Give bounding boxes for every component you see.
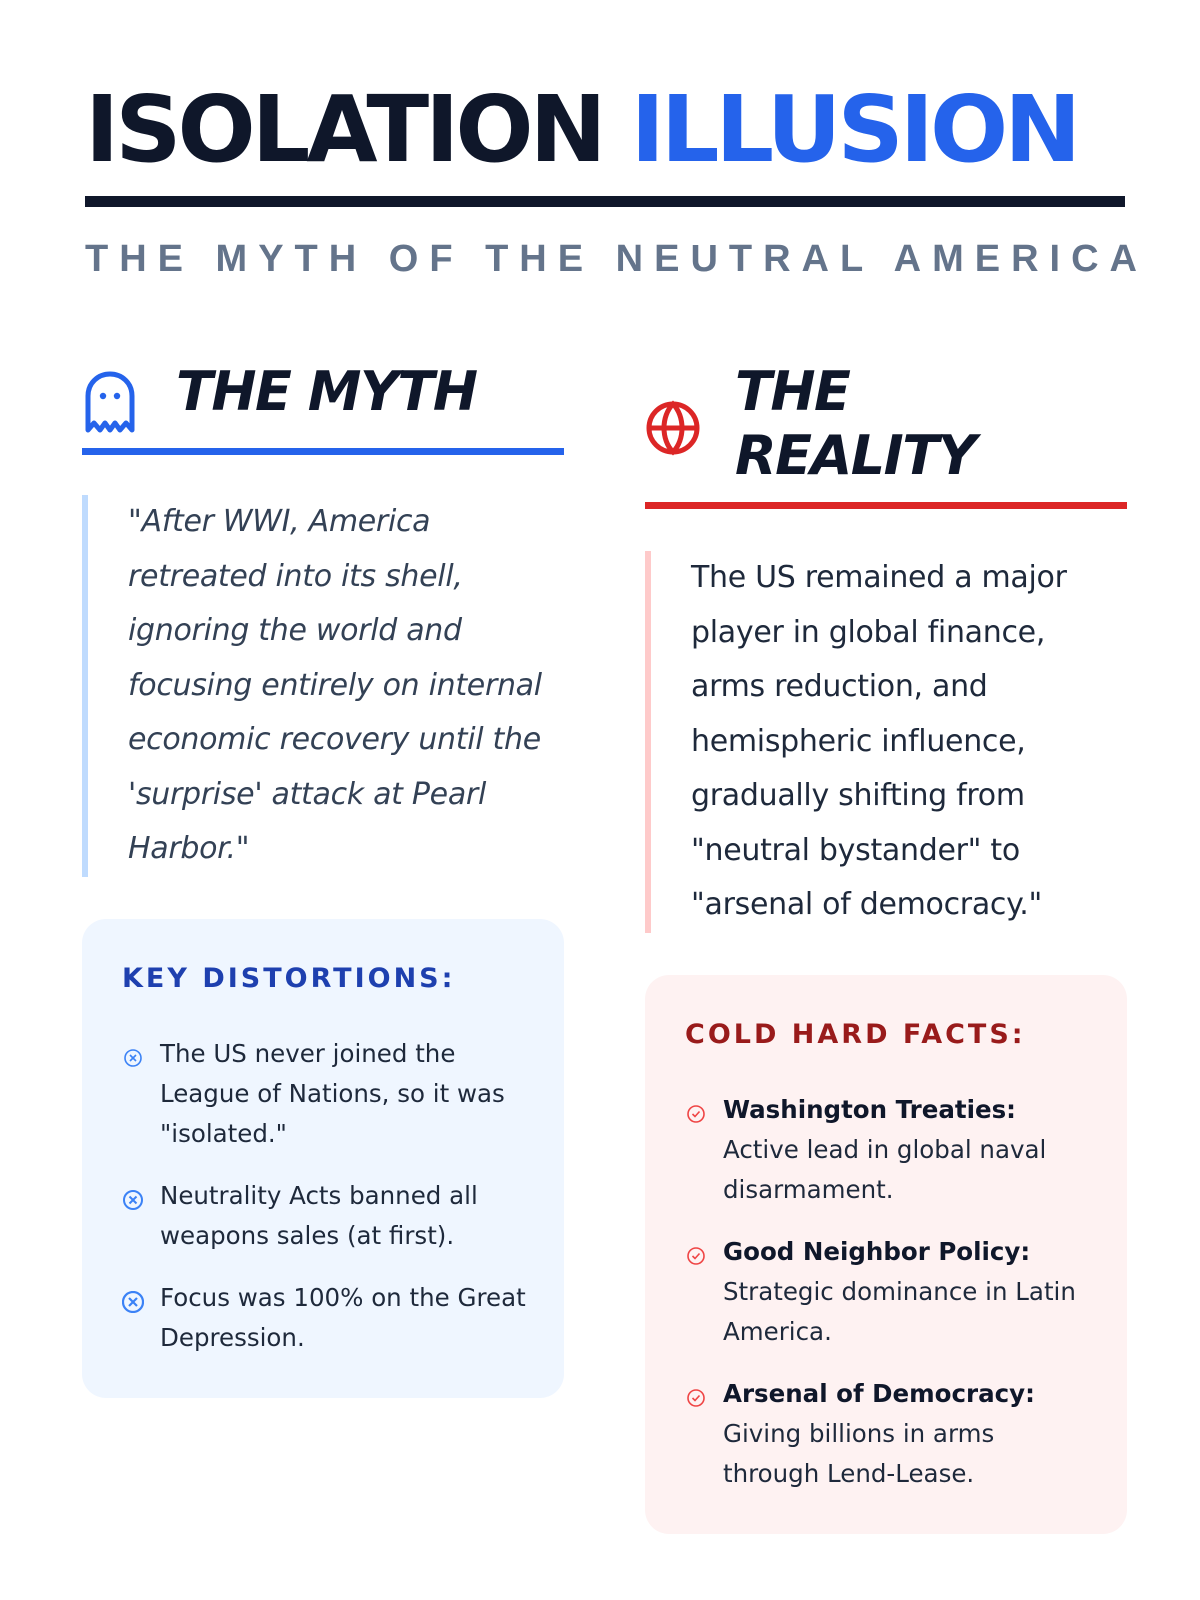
fact-heading: Good Neighbor Policy:: [723, 1236, 1031, 1266]
list-item: [122, 1278, 528, 1358]
reality-column: [645, 360, 1127, 1534]
title-divider: [85, 196, 1125, 207]
cold-hard-facts-title: COLD HARD FACTS:: [685, 1018, 1026, 1050]
cold-hard-facts-box: [645, 975, 1127, 1534]
title-accent: ILLUSION: [630, 76, 1078, 183]
globe-icon: [645, 400, 701, 456]
page-subtitle: THE MYTH OF THE NEUTRAL AMERICA: [85, 238, 1148, 280]
myth-quote: "After WWI, America retreated into its shell, ignoring the world and focusing entirely on internal economic recovery until the 'surprise' attack at Pearl Harbor.": [82, 495, 564, 877]
key-distortions-title: KEY DISTORTIONS:: [122, 962, 456, 994]
facts-list: [685, 1090, 1091, 1494]
reality-text: The US remained a major player in global finance, arms reduction, and hemispheric influence, gradually shifting from "neutral bystander" to "arsenal of democracy.": [645, 551, 1127, 933]
list-item: [685, 1090, 1091, 1210]
check-circle-icon: [685, 1387, 707, 1409]
reality-header: [645, 360, 1127, 488]
x-circle-icon: [122, 1047, 144, 1069]
title-main: ISOLATION: [85, 76, 603, 183]
fact-text: Giving billions in arms through Lend-Lease.: [723, 1418, 995, 1488]
distortion-text: Neutrality Acts banned all weapons sales (at first).: [160, 1180, 478, 1250]
fact-text: Strategic dominance in Latin America.: [723, 1276, 1076, 1346]
page-title: [85, 76, 1125, 183]
list-item: [122, 1034, 528, 1154]
key-distortions-box: [82, 919, 564, 1398]
fact-heading: Arsenal of Democracy:: [723, 1378, 1035, 1408]
page-header: [85, 76, 1125, 183]
ghost-icon: [82, 370, 138, 436]
fact-heading: Washington Treaties:: [723, 1094, 1016, 1124]
distortions-list: [122, 1034, 528, 1358]
myth-header: [82, 360, 564, 436]
list-item: [122, 1176, 528, 1256]
x-circle-icon: [122, 1189, 144, 1211]
fact-text: Active lead in global naval disarmament.: [723, 1134, 1047, 1204]
list-item: [685, 1232, 1091, 1352]
myth-divider: [82, 448, 564, 455]
check-circle-icon: [685, 1245, 707, 1267]
myth-column: [82, 360, 564, 1398]
reality-title: THE REALITY: [735, 360, 976, 487]
myth-title: THE MYTH: [176, 360, 477, 423]
reality-divider: [645, 502, 1127, 509]
check-circle-icon: [685, 1103, 707, 1125]
x-circle-icon: [122, 1291, 144, 1313]
distortion-text: Focus was 100% on the Great Depression.: [160, 1282, 526, 1352]
distortion-text: The US never joined the League of Nations, so it was "isolated.": [160, 1038, 505, 1148]
list-item: [685, 1374, 1091, 1494]
